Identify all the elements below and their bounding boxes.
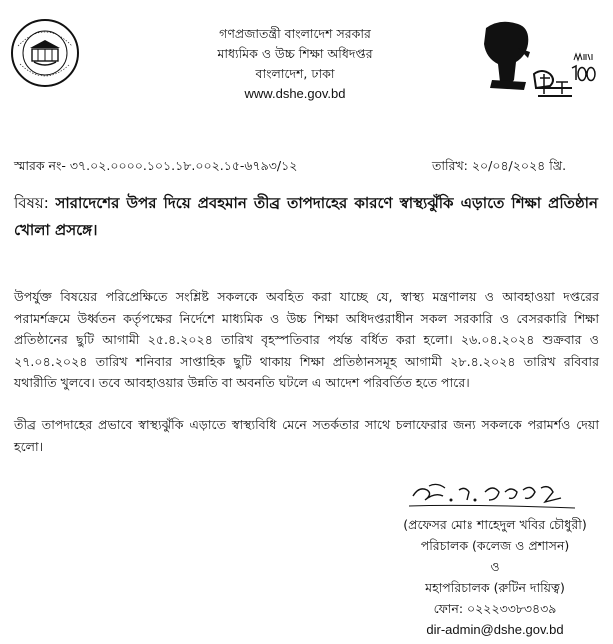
signature-block xyxy=(390,470,600,640)
subject-label: বিষয়: xyxy=(14,194,49,212)
signatory-role: মহাপরিচালক (রুটিন দায়িত্ব) xyxy=(425,580,565,595)
header-website[interactable]: www.dshe.gov.bd xyxy=(244,86,346,101)
subject xyxy=(14,190,598,244)
memo-date: তারিখ: ২০/০৪/২০২৪ খ্রি. xyxy=(432,158,567,173)
signatory-designation: পরিচালক (কলেজ ও প্রশাসন) xyxy=(420,538,570,553)
mujib-borsho-logo-icon xyxy=(478,18,596,102)
memo-number: স্মারক নং- ৩৭.০২.০০০০.১০১.১৮.০০২.১৫-৬৭৯৩/১২ xyxy=(14,158,298,173)
body-paragraph-2: তীব্র তাপদাহের প্রভাবে স্বাস্থ্যঝুঁকি এড়াতে স্বাস্থ্যবিধি মেনে সতর্কতার সাথে চলাফেরার জন্য সকলকে পরামর্শও দেয়া হলো। xyxy=(14,417,599,454)
signatory-email[interactable]: dir-admin@dshe.gov.bd xyxy=(426,622,564,637)
header-location: বাংলাদেশ, ঢাকা xyxy=(255,66,335,81)
body-paragraph-1: উপর্যুক্ত বিষয়ের পরিপ্রেক্ষিতে সংশ্লিষ্ট সকলকে অবহিত করা যাচ্ছে যে, স্বাস্থ্য মন্ত্রণালয় ও আবহাওয়া দপ্তরের পরামর্শক্রমে উর্ধ্বতন কর্তৃপক্ষের নির্দেশে মাধ্যমিক ও উচ্চ শিক্ষা অধিদপ্তরাধীন সকল সরকারি ও বেসরকারি শিক্ষা প্রতিষ্ঠানের ছুটি আগামী ২৫.৪.২০২৪ তারিখ বৃহস্পতিবার পর্যন্ত বর্ধিত করা হলো। ২৬.০৪.২০২৪ শুক্রবার ও ২৭.০৪.২০২৪ তারিখ শনিবার সাপ্তাহিক ছুটি থাকায় শিক্ষা প্রতিষ্ঠানসমূহ আগামী ২৮.৪.২০২৪ তারিখ রবিবার যথারীতি খুলবে। তবে আবহাওয়ার উন্নতি বা অবনতি ঘটলে এ আদেশ পরিবর্তিত হতে পারে। xyxy=(14,289,599,390)
subject-text: সারাদেশের উপর দিয়ে প্রবহমান তীব্র তাপদাহের কারণে স্বাস্থ্যঝুঁকি এড়াতে শিক্ষা প্রতিষ্ঠান খোলা প্রসঙ্গে। xyxy=(14,194,598,239)
education-emblem-icon xyxy=(10,18,80,88)
signatory-conjunction: ও xyxy=(490,559,500,574)
signatory-name: (প্রফেসর মোঃ শাহেদুল খবির চৌধুরী) xyxy=(403,517,587,532)
letterhead xyxy=(150,24,440,104)
handwritten-date xyxy=(390,470,600,514)
header-government: গণপ্রজাতন্ত্রী বাংলাদেশ সরকার xyxy=(219,26,371,41)
signatory-phone: ফোন: ০২২২৩৩৮৩৪৩৯ xyxy=(433,601,557,616)
header-directorate: মাধ্যমিক ও উচ্চ শিক্ষা অধিদপ্তর xyxy=(217,46,373,61)
